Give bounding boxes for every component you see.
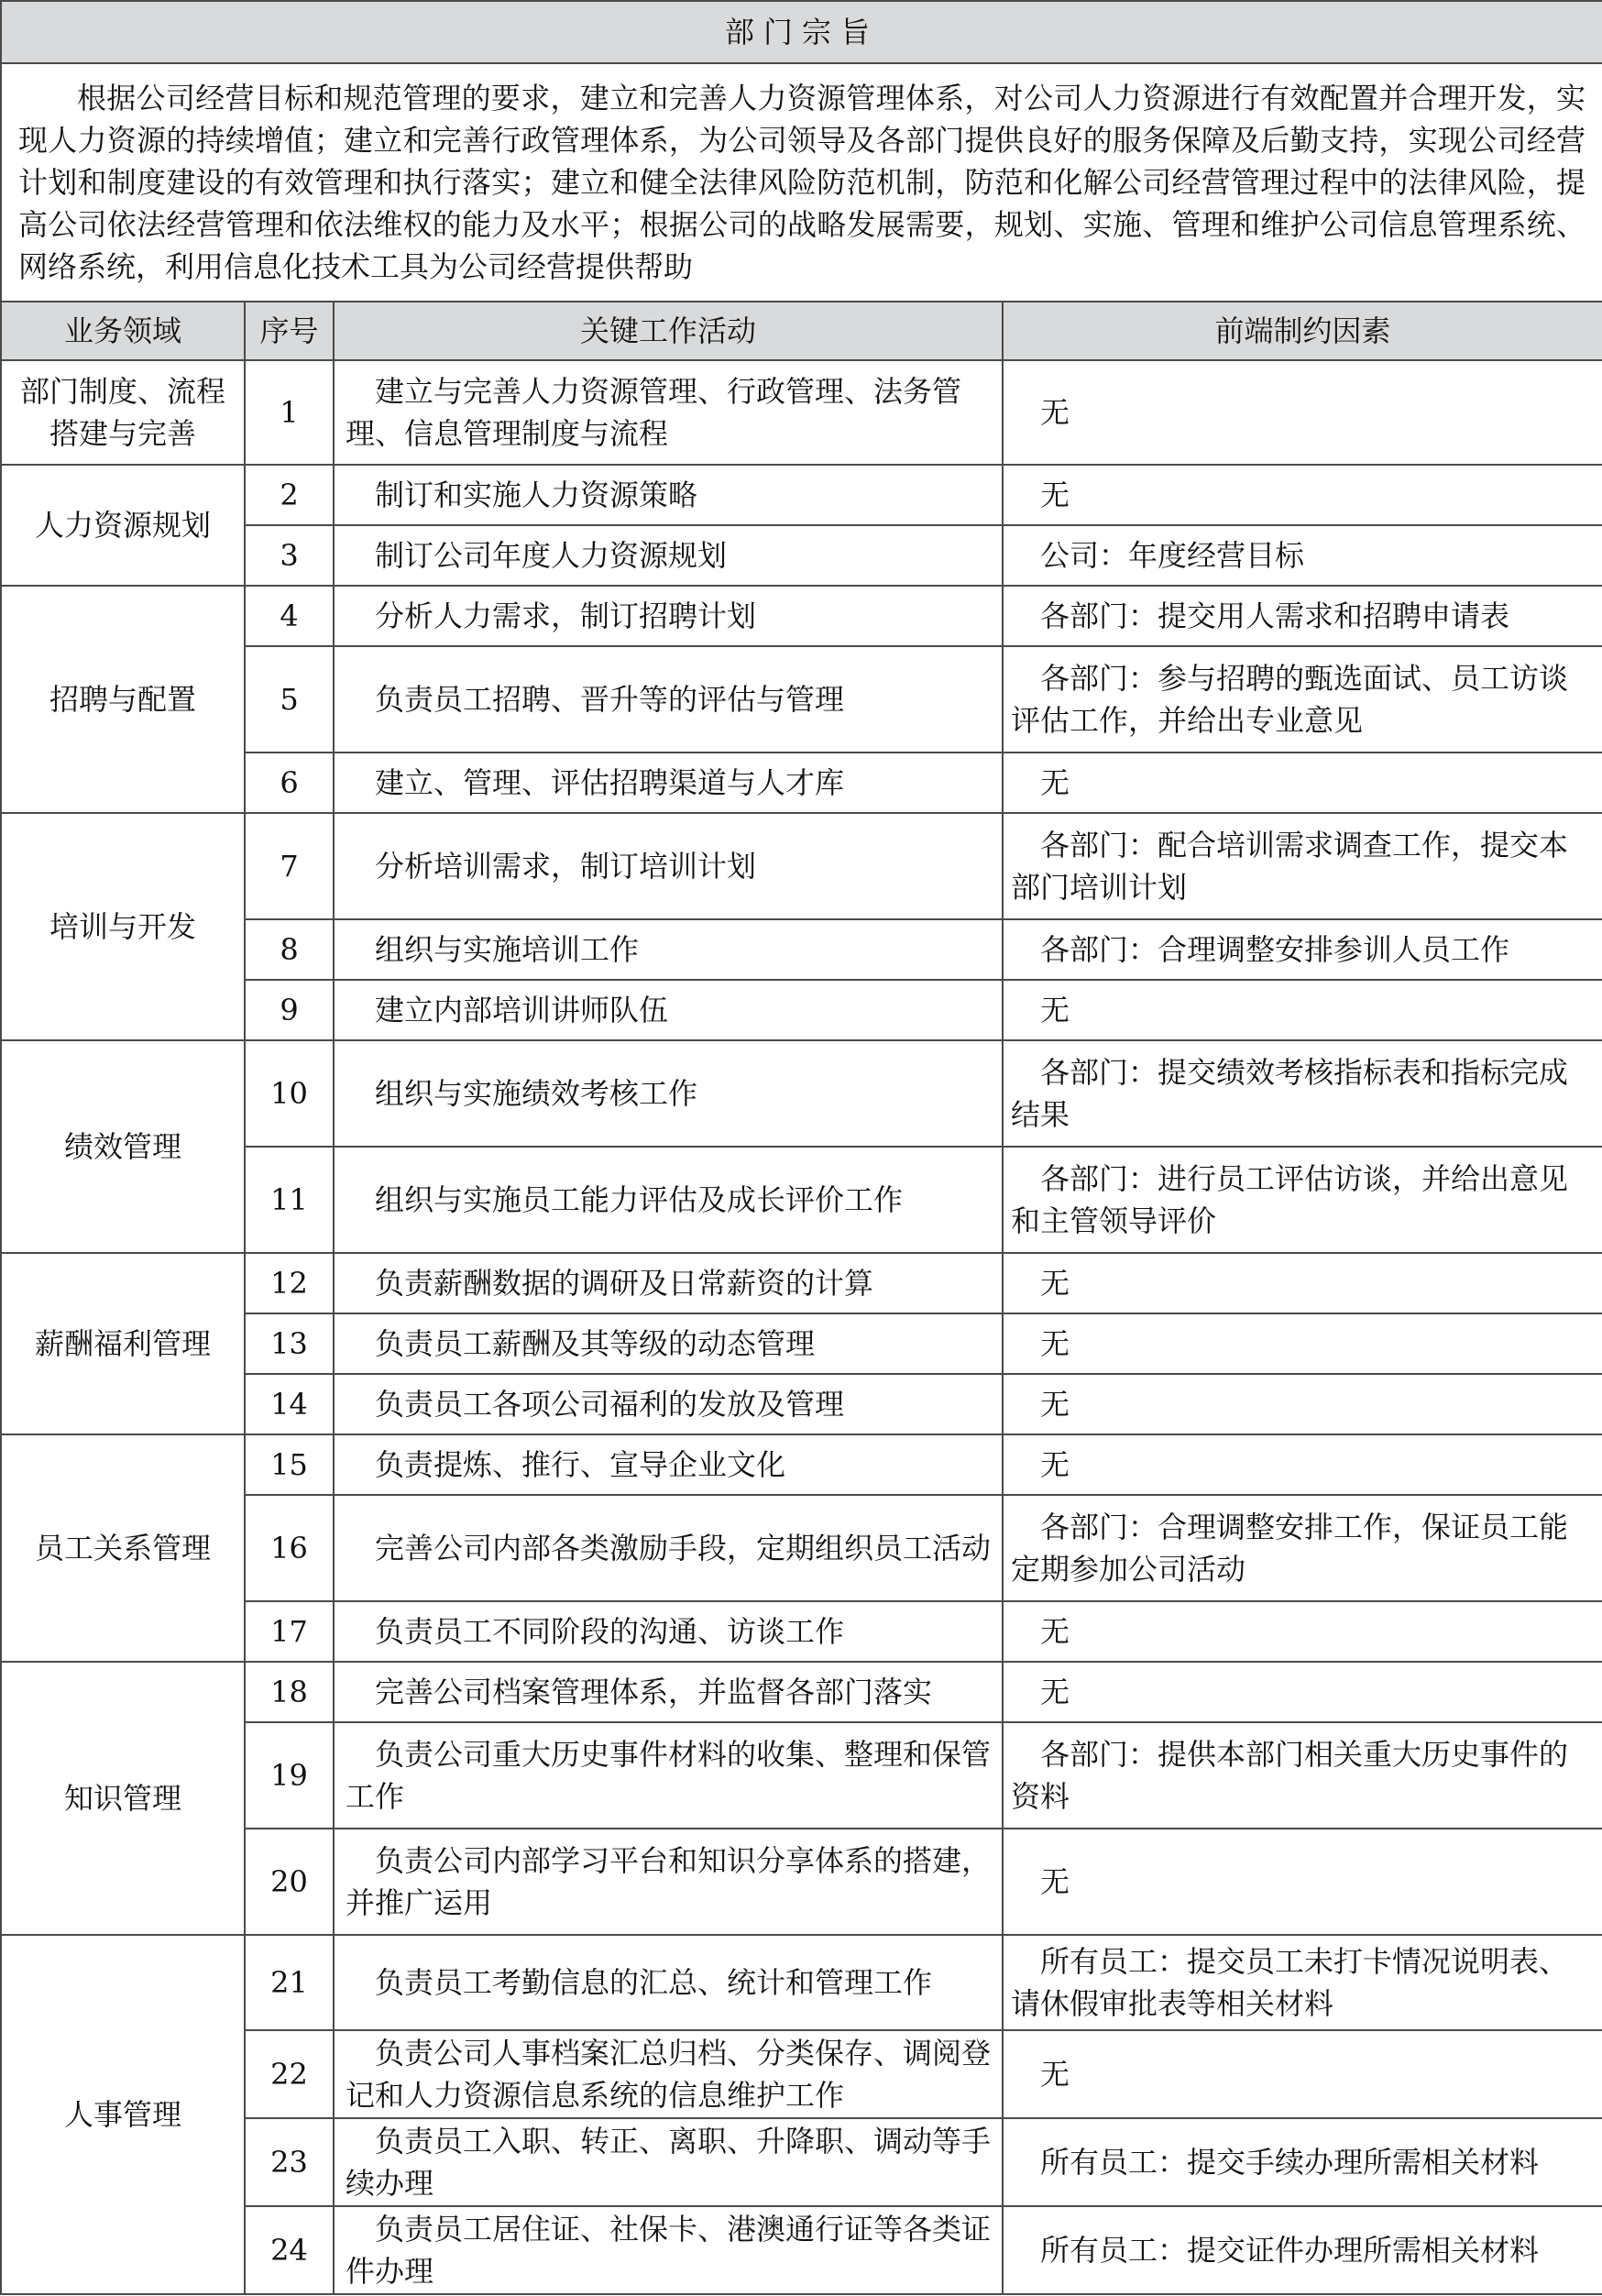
constraint-cell: 各部门：提交绩效考核指标表和指标完成结果	[1003, 1040, 1602, 1147]
constraint-cell: 各部门：参与招聘的甄选面试、员工访谈评估工作，并给出专业意见	[1003, 646, 1602, 753]
activity-cell: 负责薪酬数据的调研及日常薪资的计算	[334, 1253, 1003, 1313]
table-row	[1, 1040, 1602, 1147]
activity-cell: 建立、管理、评估招聘渠道与人才库	[334, 753, 1003, 813]
row-number: 6	[245, 753, 334, 813]
table-row	[1, 465, 1602, 525]
area-cell: 人事管理	[1, 1935, 245, 2294]
activity-cell: 建立内部培训讲师队伍	[334, 980, 1003, 1040]
activity-cell: 制订和实施人力资源策略	[334, 465, 1003, 525]
constraint-cell: 无	[1003, 753, 1602, 813]
row-number: 23	[245, 2118, 334, 2206]
document-title: 部门宗旨	[1, 1, 1602, 63]
area-cell: 招聘与配置	[1, 586, 245, 813]
header-area: 业务领域	[1, 302, 245, 360]
row-number: 11	[245, 1147, 334, 1253]
activity-cell: 负责员工各项公司福利的发放及管理	[334, 1374, 1003, 1434]
table-row	[1, 1253, 1602, 1313]
activity-cell: 负责员工入职、转正、离职、升降职、调动等手续办理	[334, 2118, 1003, 2206]
constraint-cell: 各部门：提供本部门相关重大历史事件的资料	[1003, 1722, 1602, 1829]
row-number: 20	[245, 1829, 334, 1935]
row-number: 3	[245, 525, 334, 586]
activity-cell: 负责公司重大历史事件材料的收集、整理和保管工作	[334, 1722, 1003, 1829]
activity-cell: 组织与实施员工能力评估及成长评价工作	[334, 1147, 1003, 1253]
activity-cell: 负责员工薪酬及其等级的动态管理	[334, 1313, 1003, 1374]
area-cell: 部门制度、流程搭建与完善	[1, 360, 245, 465]
row-number: 16	[245, 1495, 334, 1601]
table-row	[1, 586, 1602, 646]
constraint-cell: 无	[1003, 2030, 1602, 2118]
row-number: 5	[245, 646, 334, 753]
constraint-cell: 各部门：合理调整安排工作，保证员工能定期参加公司活动	[1003, 1495, 1602, 1601]
mission-row	[1, 63, 1602, 302]
title-row	[1, 1, 1602, 63]
activity-cell: 负责公司人事档案汇总归档、分类保存、调阅登记和人力资源信息系统的信息维护工作	[334, 2030, 1003, 2118]
row-number: 7	[245, 813, 334, 919]
row-number: 18	[245, 1662, 334, 1722]
constraint-cell: 所有员工：提交员工未打卡情况说明表、请休假审批表等相关材料	[1003, 1935, 1602, 2030]
constraint-cell: 所有员工：提交手续办理所需相关材料	[1003, 2118, 1602, 2206]
area-cell: 绩效管理	[1, 1040, 245, 1253]
constraint-cell: 所有员工：提交证件办理所需相关材料	[1003, 2206, 1602, 2294]
table-row	[1, 1434, 1602, 1495]
area-cell: 薪酬福利管理	[1, 1253, 245, 1434]
constraint-cell: 无	[1003, 1601, 1602, 1662]
constraint-cell: 公司：年度经营目标	[1003, 525, 1602, 586]
row-number: 17	[245, 1601, 334, 1662]
activity-cell: 负责员工不同阶段的沟通、访谈工作	[334, 1601, 1003, 1662]
row-number: 4	[245, 586, 334, 646]
constraint-cell: 无	[1003, 1662, 1602, 1722]
header-row	[1, 302, 1602, 360]
area-cell: 培训与开发	[1, 813, 245, 1040]
activity-cell: 负责员工居住证、社保卡、港澳通行证等各类证件办理	[334, 2206, 1003, 2294]
area-cell: 知识管理	[1, 1662, 245, 1935]
activity-cell: 分析人力需求，制订招聘计划	[334, 586, 1003, 646]
activity-cell: 制订公司年度人力资源规划	[334, 525, 1003, 586]
table-row	[1, 1662, 1602, 1722]
table-row	[1, 813, 1602, 919]
constraint-cell: 无	[1003, 465, 1602, 525]
constraint-cell: 各部门：进行员工评估访谈，并给出意见和主管领导评价	[1003, 1147, 1602, 1253]
activity-cell: 组织与实施绩效考核工作	[334, 1040, 1003, 1147]
constraint-cell: 无	[1003, 360, 1602, 465]
activity-cell: 组织与实施培训工作	[334, 919, 1003, 980]
row-number: 2	[245, 465, 334, 525]
constraint-cell: 无	[1003, 980, 1602, 1040]
area-cell: 人力资源规划	[1, 465, 245, 586]
constraint-cell: 无	[1003, 1434, 1602, 1495]
row-number: 1	[245, 360, 334, 465]
row-number: 15	[245, 1434, 334, 1495]
area-cell: 员工关系管理	[1, 1434, 245, 1662]
activity-cell: 负责员工考勤信息的汇总、统计和管理工作	[334, 1935, 1003, 2030]
constraint-cell: 各部门：配合培训需求调查工作，提交本部门培训计划	[1003, 813, 1602, 919]
header-constraint: 前端制约因素	[1003, 302, 1602, 360]
row-number: 8	[245, 919, 334, 980]
activity-cell: 负责提炼、推行、宣导企业文化	[334, 1434, 1003, 1495]
row-number: 21	[245, 1935, 334, 2030]
header-number: 序号	[245, 302, 334, 360]
header-activity: 关键工作活动	[334, 302, 1003, 360]
constraint-cell: 各部门：合理调整安排参训人员工作	[1003, 919, 1602, 980]
activity-cell: 分析培训需求，制订培训计划	[334, 813, 1003, 919]
row-number: 10	[245, 1040, 334, 1147]
row-number: 19	[245, 1722, 334, 1829]
table-row	[1, 1935, 1602, 2030]
row-number: 12	[245, 1253, 334, 1313]
activity-cell: 建立与完善人力资源管理、行政管理、法务管理、信息管理制度与流程	[334, 360, 1003, 465]
activity-cell: 负责员工招聘、晋升等的评估与管理	[334, 646, 1003, 753]
constraint-cell: 无	[1003, 1829, 1602, 1935]
constraint-cell: 无	[1003, 1253, 1602, 1313]
mission-text: 根据公司经营目标和规范管理的要求，建立和完善人力资源管理体系，对公司人力资源进行有效配置并合理开发，实现人力资源的持续增值；建立和完善行政管理体系，为公司领导及各部门提供良好的服务保障及后勤支持，实现公司经营计划和制度建设的有效管理和执行落实；建立和健全法律风险防范机制，防范和化解公司经营管理过程中的法律风险，提高公司依法经营管理和依法维权的能力及水平；根据公司的战略发展需要，规划、实施、管理和维护公司信息管理系统、网络系统，利用信息化技术工具为公司经营提供帮助	[1, 63, 1602, 302]
table-row	[1, 360, 1602, 465]
row-number: 14	[245, 1374, 334, 1434]
constraint-cell: 无	[1003, 1374, 1602, 1434]
activity-cell: 完善公司内部各类激励手段，定期组织员工活动	[334, 1495, 1003, 1601]
row-number: 24	[245, 2206, 334, 2294]
activity-cell: 负责公司内部学习平台和知识分享体系的搭建，并推广运用	[334, 1829, 1003, 1935]
row-number: 13	[245, 1313, 334, 1374]
constraint-cell: 无	[1003, 1313, 1602, 1374]
row-number: 9	[245, 980, 334, 1040]
row-number: 22	[245, 2030, 334, 2118]
activity-cell: 完善公司档案管理体系，并监督各部门落实	[334, 1662, 1003, 1722]
constraint-cell: 各部门：提交用人需求和招聘申请表	[1003, 586, 1602, 646]
